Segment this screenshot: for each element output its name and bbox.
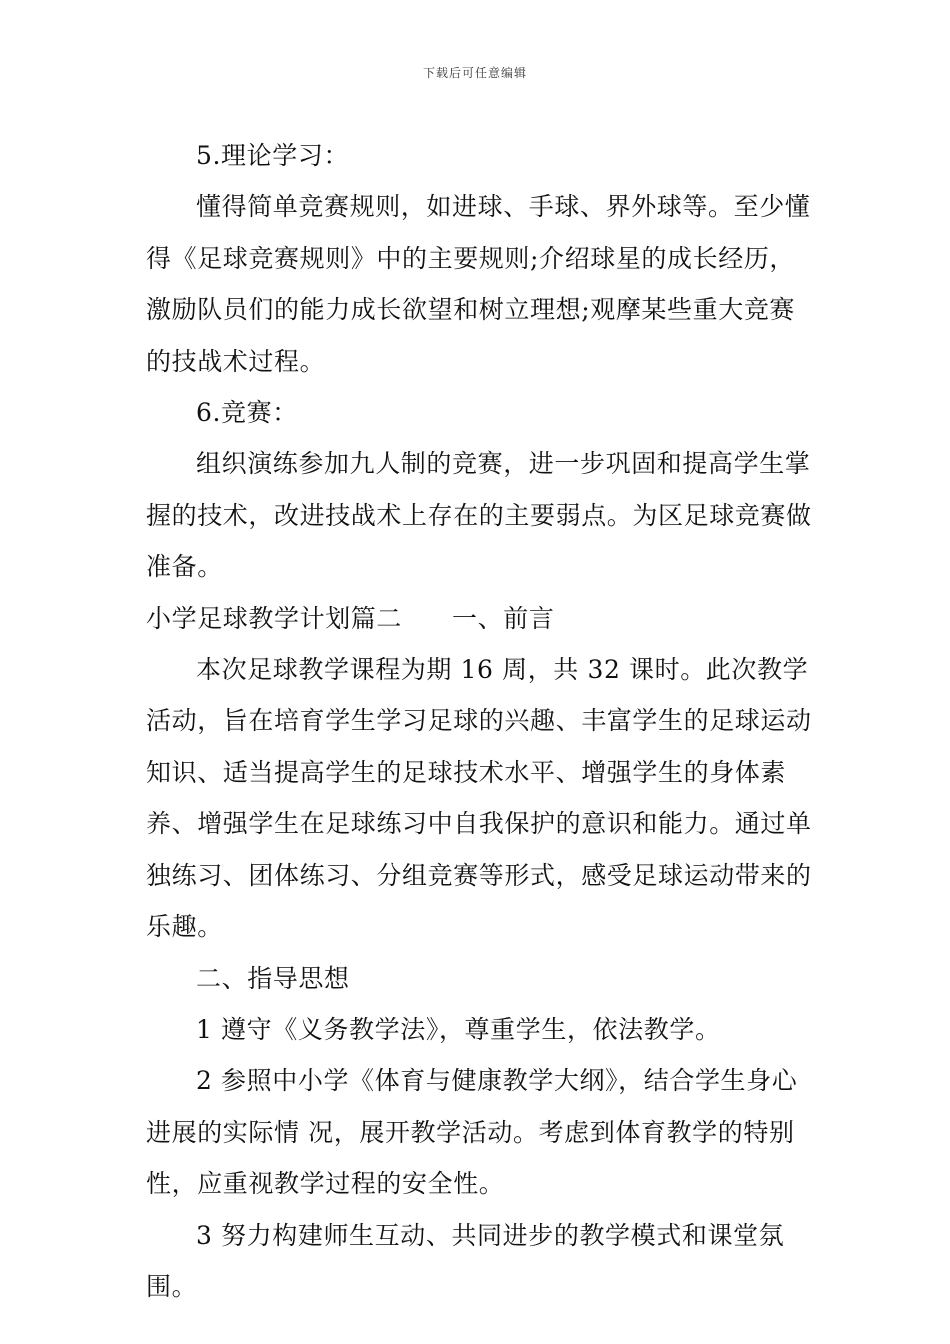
document-body <box>146 130 818 1312</box>
paragraph-theory-body: 懂得简单竞赛规则，如进球、手球、界外球等。至少懂得《足球竞赛规则》中的主要规则;介绍球星的成长经历，激励队员们的能力成长欲望和树立理想;观摩某些重大竞赛的技战术过程。 <box>146 192 811 376</box>
paragraph-section-title <box>146 593 818 644</box>
paragraph-competition-heading: 6.竞赛： <box>196 398 298 428</box>
paragraph-guiding-item-3: 3 努力构建师生互动、共同进步的教学模式和课堂氛围。 <box>146 1220 785 1301</box>
paragraph-guiding-heading: 二、指导思想 <box>196 963 350 993</box>
paragraph-guiding-item-2: 2 参照中小学《体育与健康教学大纲》，结合学生身心进展的实际情 况，展开教学活动。考虑到体育教学的特别性，应重视教学过程的安全性。 <box>146 1066 798 1199</box>
paragraph-competition-body: 组织演练参加九人制的竞赛，进一步巩固和提高学生掌握的技术，改进技战术上存在的主要弱点。为区足球竞赛做准备。 <box>146 449 812 582</box>
paragraph-preface-body: 本次足球教学课程为期 16 周，共 32 课时。此次教学活动，旨在培育学生学习足球的兴趣、丰富学生的足球运动知识、适当提高学生的足球技术水平、增强学生的身体素养、增强学生在足球练习中自我保护的意识和能力。通过单独练习、团体练习、分组竞赛等形式，感受足球运动带来的乐趣。 <box>146 655 812 942</box>
section-heading-preface: 一、前言 <box>452 603 555 633</box>
page-header: 下载后可任意编辑 <box>422 66 527 80</box>
paragraph-guiding-item-1: 1 遵守《义务教学法》，尊重学生，依法教学。 <box>196 1014 721 1044</box>
paragraph-theory-heading: 5.理论学习： <box>196 141 350 170</box>
article-title: 小学足球教学计划篇二 <box>146 603 403 633</box>
